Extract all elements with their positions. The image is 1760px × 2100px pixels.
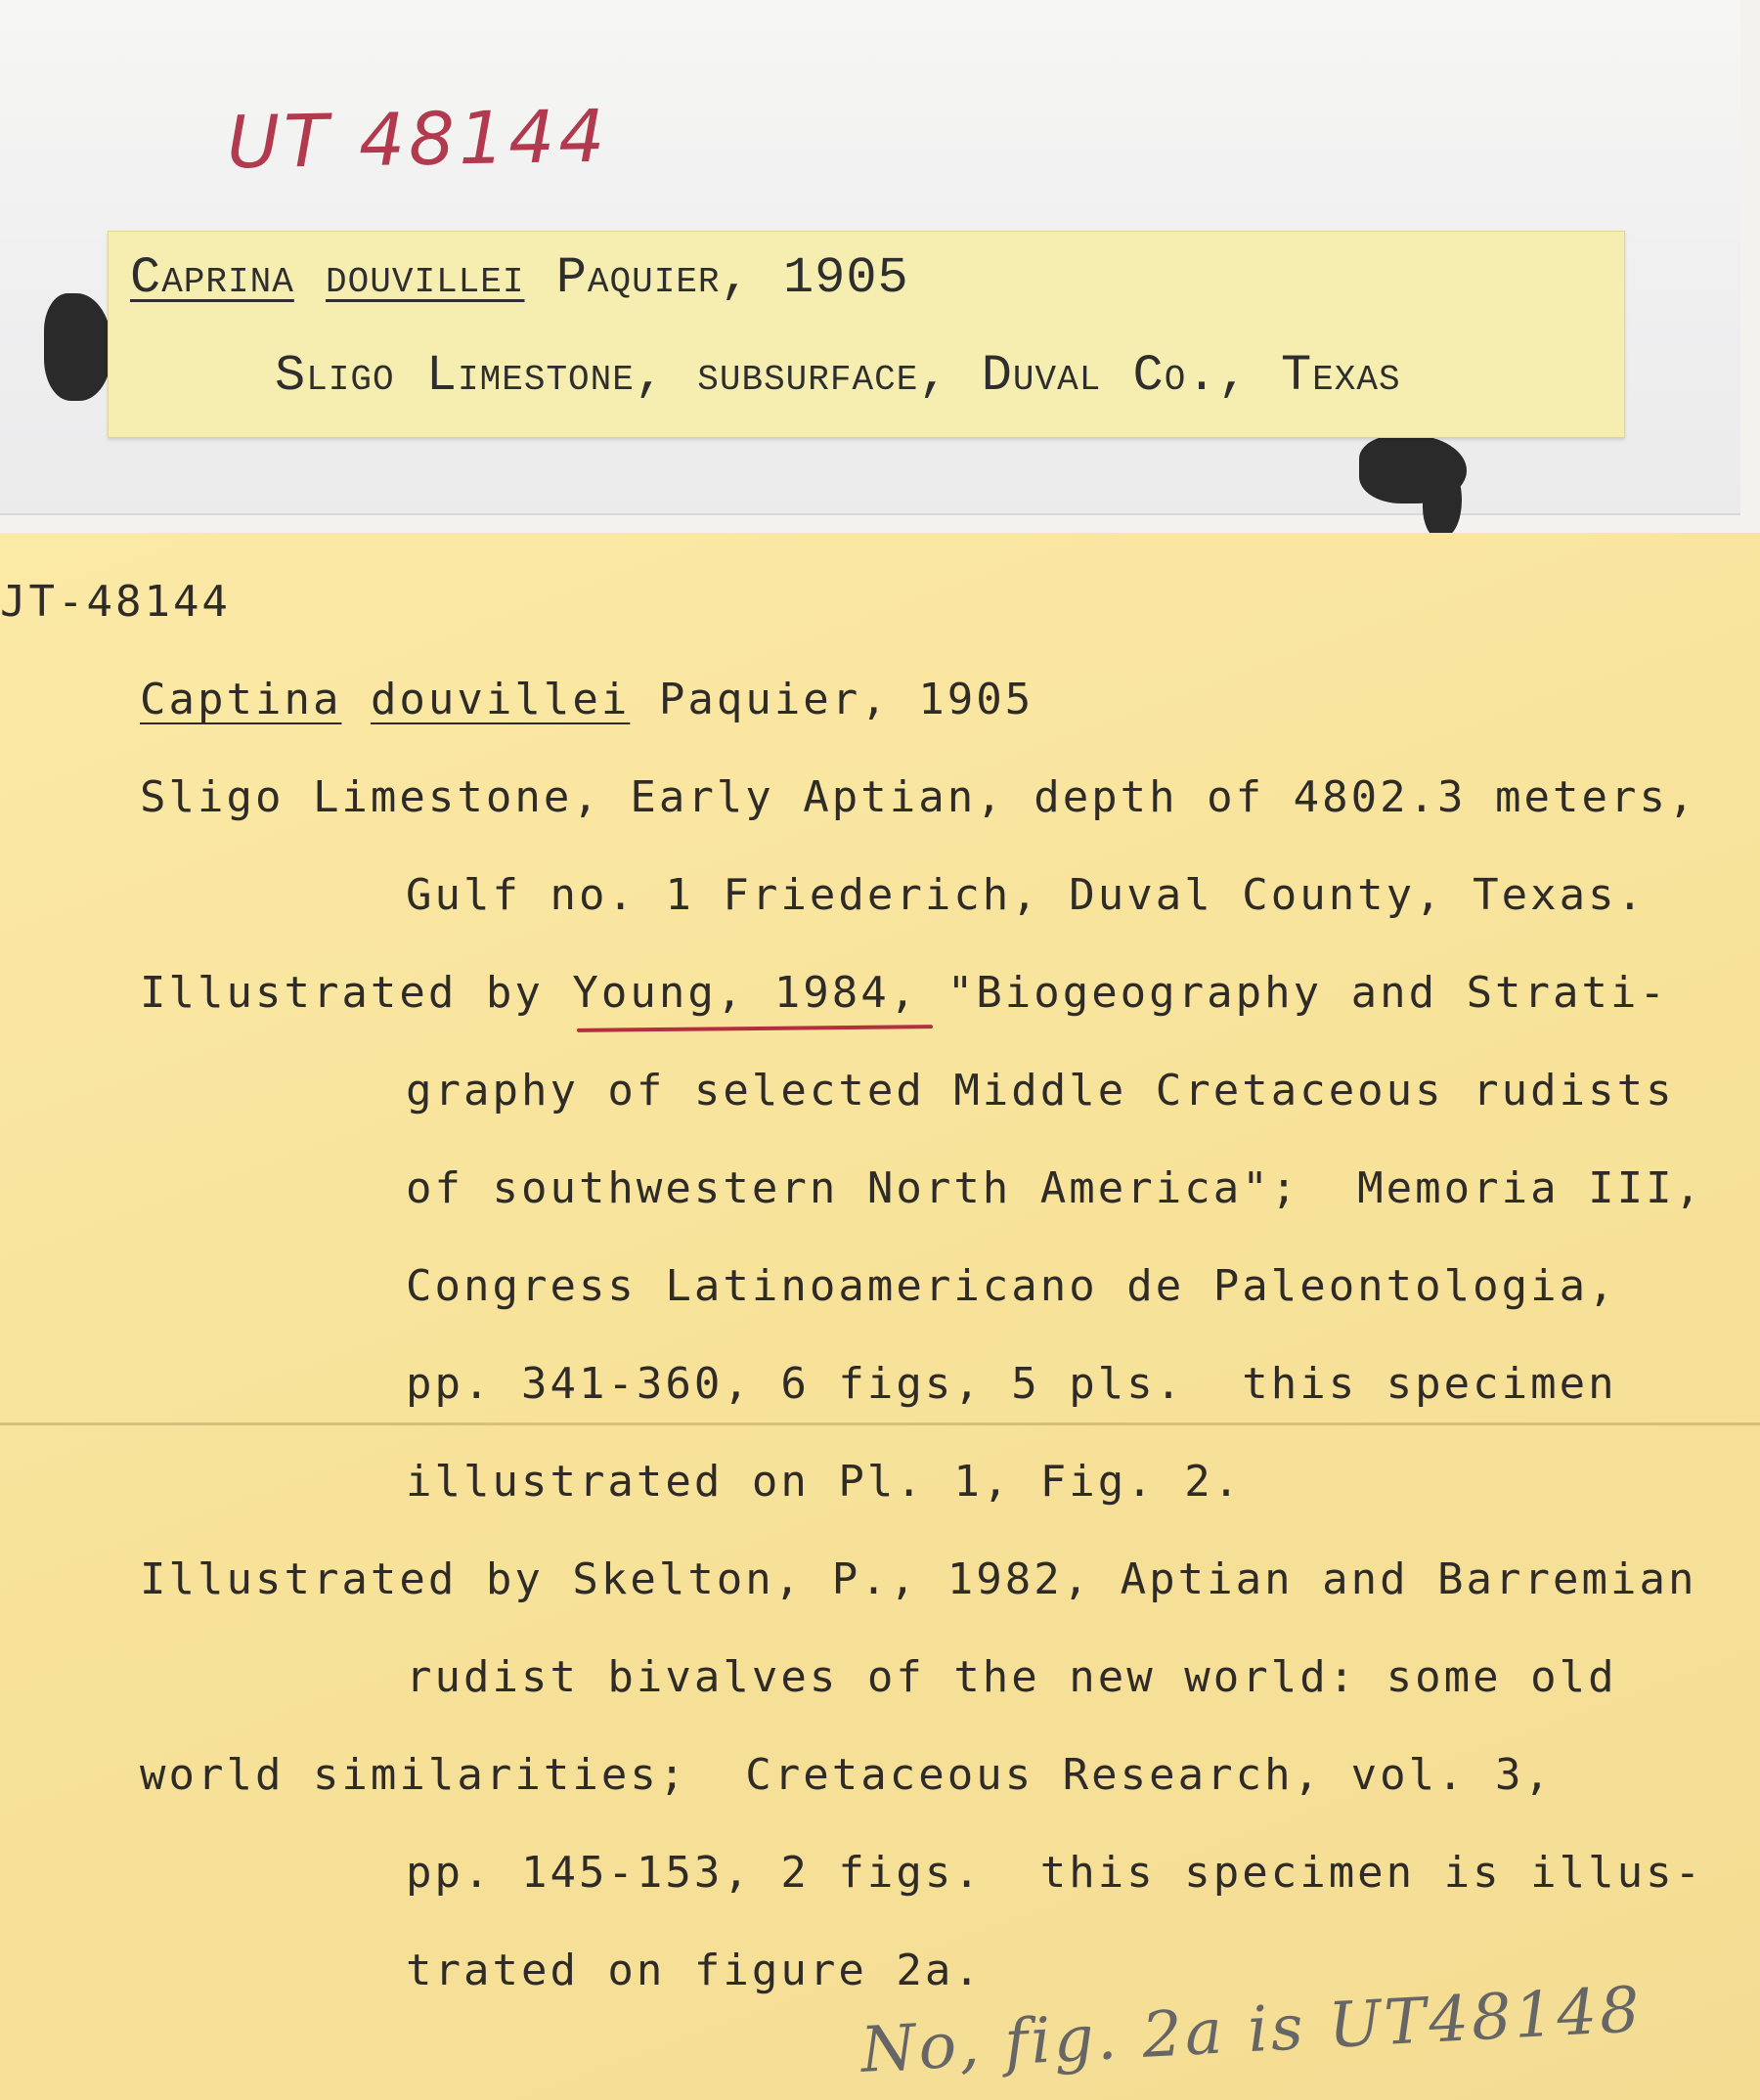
card-species: douvillei (370, 675, 631, 724)
card-genus: Captina (140, 675, 342, 724)
card-text-line: Gulf no. 1 Friederich, Duval County, Texas. (406, 870, 1647, 920)
card-text-line: of southwestern North America"; Memoria III, (406, 1163, 1704, 1213)
young-ref: Young, 1984, (572, 968, 919, 1018)
card-catalog-number: JT-48144 (0, 577, 231, 627)
card-text-line: graphy of selected Middle Cretaceous rudists (406, 1066, 1675, 1116)
top-sheet (0, 0, 1740, 515)
ink-blot (44, 293, 112, 401)
specimen-label-strip (108, 231, 1625, 438)
ink-blot (1423, 459, 1462, 538)
card-text-line: pp. 341-360, 6 figs, 5 pls. this specimen (406, 1359, 1617, 1409)
card-text-line: illustrated on Pl. 1, Fig. 2. (406, 1457, 1243, 1507)
label-taxon-line (130, 249, 909, 307)
card-taxon-line (140, 675, 1034, 724)
card-text-line: Congress Latinoamericano de Paleontologia, (406, 1261, 1617, 1311)
handwritten-catalog-number: UT 48144 (226, 94, 610, 186)
card-author-year: Paquier, 1905 (658, 675, 1034, 724)
card-text-line: rudist bivalves of the new world: some old (406, 1652, 1617, 1702)
card-text-line: Illustrated by Skelton, P., 1982, Aptian and Barremian (140, 1554, 1697, 1604)
card-text-line: world similarities; Cretaceous Research, vol. 3, (140, 1750, 1554, 1800)
card-young-reference-line (140, 968, 1668, 1018)
young-prefix: Illustrated by (140, 968, 573, 1018)
label-species: douvillei (326, 249, 525, 307)
label-genus: Caprina (130, 249, 294, 307)
young-suffix: "Biogeography and Strati- (918, 968, 1668, 1018)
card-fold-line (0, 1422, 1760, 1425)
handwritten-correction-note: No, fig. 2a is UT48148 (858, 1974, 1645, 2087)
card-text-line: pp. 145-153, 2 figs. this specimen is illus- (406, 1848, 1704, 1898)
label-author-year: Paquier, 1905 (555, 249, 909, 307)
card-text-line: Sligo Limestone, Early Aptian, depth of 4802.3 meters, (140, 772, 1697, 822)
label-locality: Sligo Limestone, subsurface, Duval Co., Texas (275, 347, 1401, 405)
card-text-line: trated on figure 2a. (406, 1946, 983, 1995)
